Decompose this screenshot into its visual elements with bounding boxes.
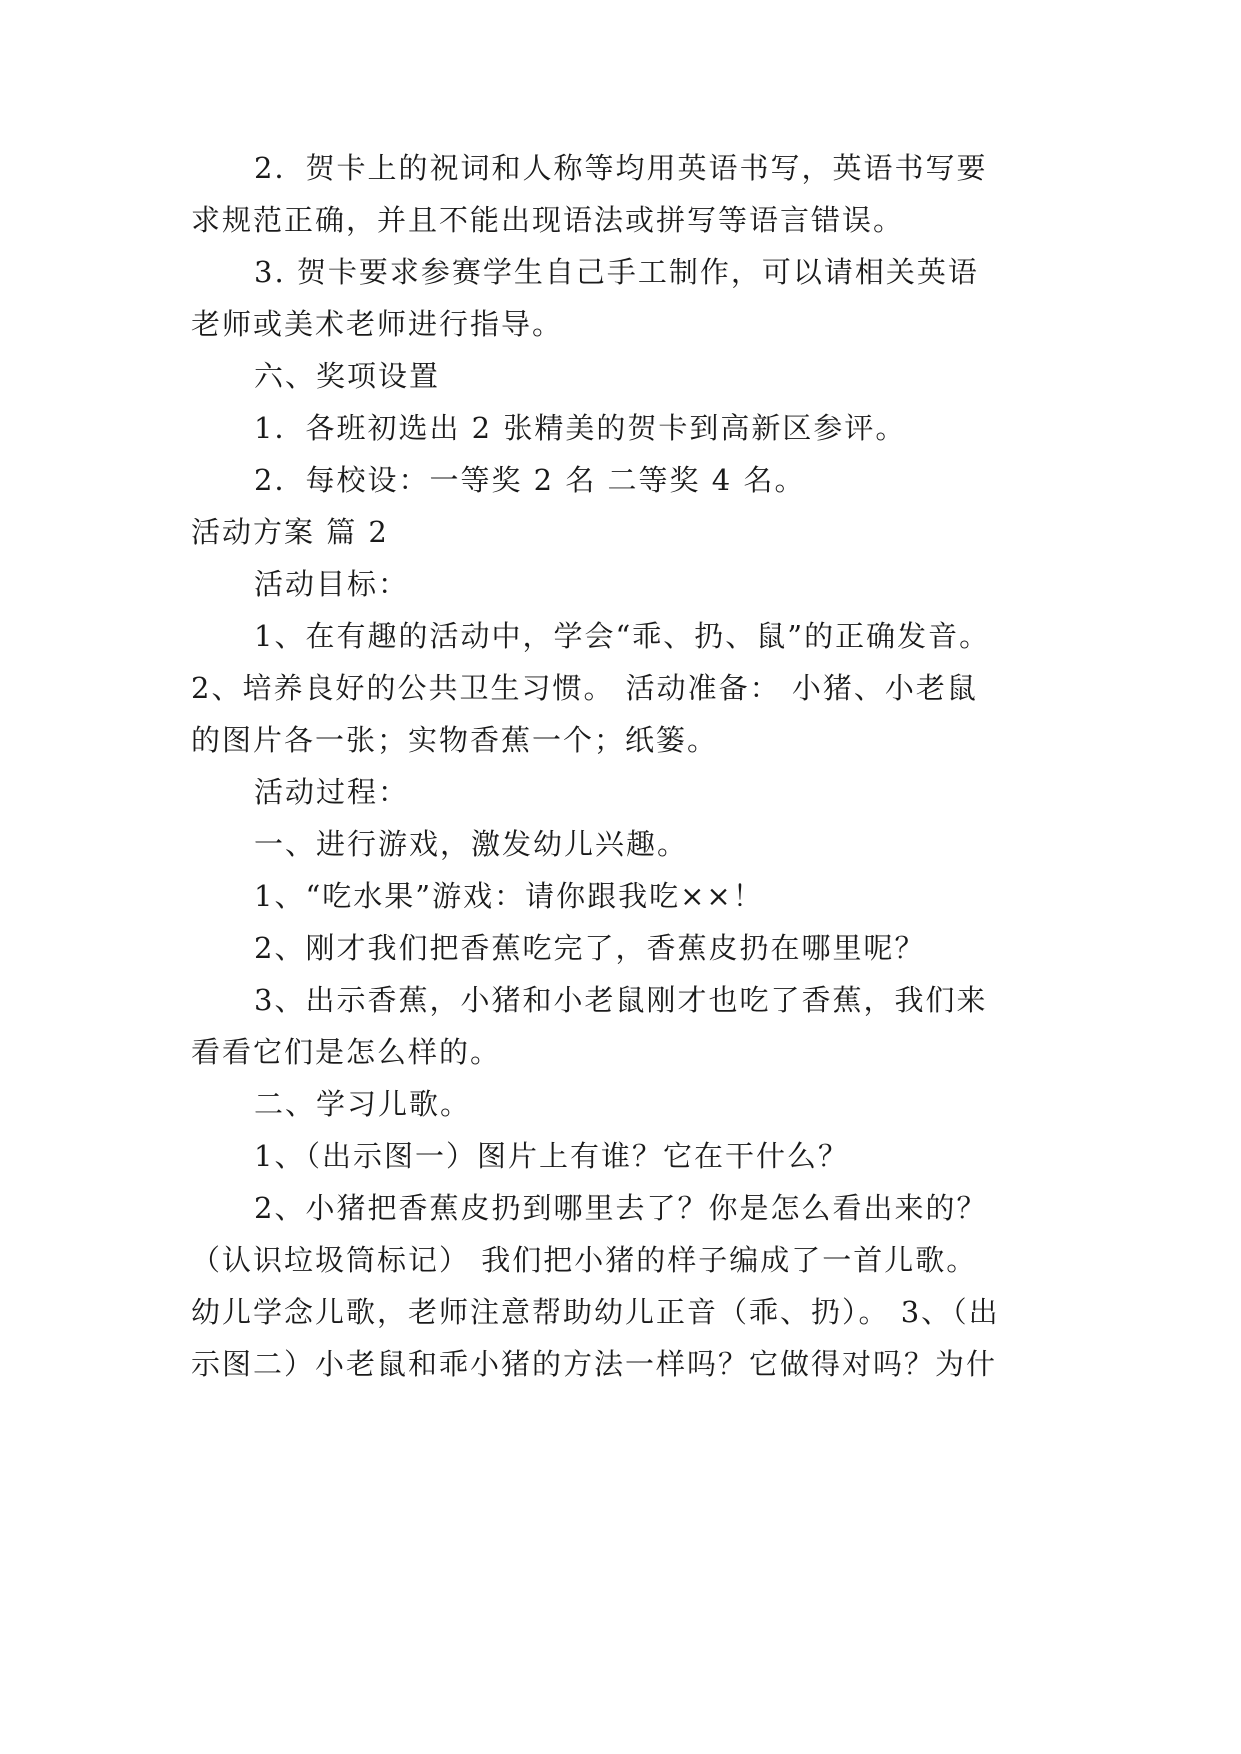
section-heading: 活动过程： <box>254 775 410 809</box>
text-line: 2．贺卡上的祝词和人称等均用英语书写，英语书写要 <box>254 151 988 185</box>
chapter-title: 活动方案 篇 2 <box>191 515 389 549</box>
text-line: 2、刚才我们把香蕉吃完了，香蕉皮扔在哪里呢？ <box>254 931 926 965</box>
text-line: 3. 贺卡要求参赛学生自己手工制作，可以请相关英语 <box>254 255 979 289</box>
text-line: （认识垃圾筒标记） 我们把小猪的样子编成了一首儿歌。 <box>191 1243 978 1277</box>
section-heading: 六、奖项设置 <box>254 359 441 393</box>
text-line: 3、出示香蕉，小猪和小老鼠刚才也吃了香蕉，我们来 <box>254 983 988 1017</box>
text-line: 一、进行游戏，激发幼儿兴趣。 <box>254 827 689 861</box>
section-heading: 二、学习儿歌。 <box>254 1087 472 1121</box>
text-line: 老师或美术老师进行指导。 <box>191 307 564 341</box>
text-line: 看看它们是怎么样的。 <box>191 1035 502 1069</box>
text-line: 2、小猪把香蕉皮扔到哪里去了？你是怎么看出来的？ <box>254 1191 988 1225</box>
text-line: 1、在有趣的活动中，学会“乖、扔、鼠”的正确发音。 <box>254 619 991 653</box>
text-line: 1、“吃水果”游戏：请你跟我吃××！ <box>254 879 764 913</box>
section-heading: 活动目标： <box>254 567 410 601</box>
text-line: 求规范正确，并且不能出现语法或拼写等语言错误。 <box>191 203 905 237</box>
text-line: 的图片各一张；实物香蕉一个；纸篓。 <box>191 723 719 757</box>
text-line: 幼儿学念儿歌，老师注意帮助幼儿正音（乖、扔）。 3、（出 <box>191 1295 1000 1329</box>
text-line: 1．各班初选出 2 张精美的贺卡到高新区参评。 <box>254 411 907 445</box>
text-line: 2．每校设：一等奖 2 名 二等奖 4 名。 <box>254 463 806 497</box>
text-line: 2、培养良好的公共卫生习惯。 活动准备： 小猪、小老鼠 <box>191 671 978 705</box>
text-line: 1、（出示图一）图片上有谁？它在干什么？ <box>254 1139 849 1173</box>
text-line: 示图二）小老鼠和乖小猪的方法一样吗？它做得对吗？为什 <box>191 1347 998 1381</box>
